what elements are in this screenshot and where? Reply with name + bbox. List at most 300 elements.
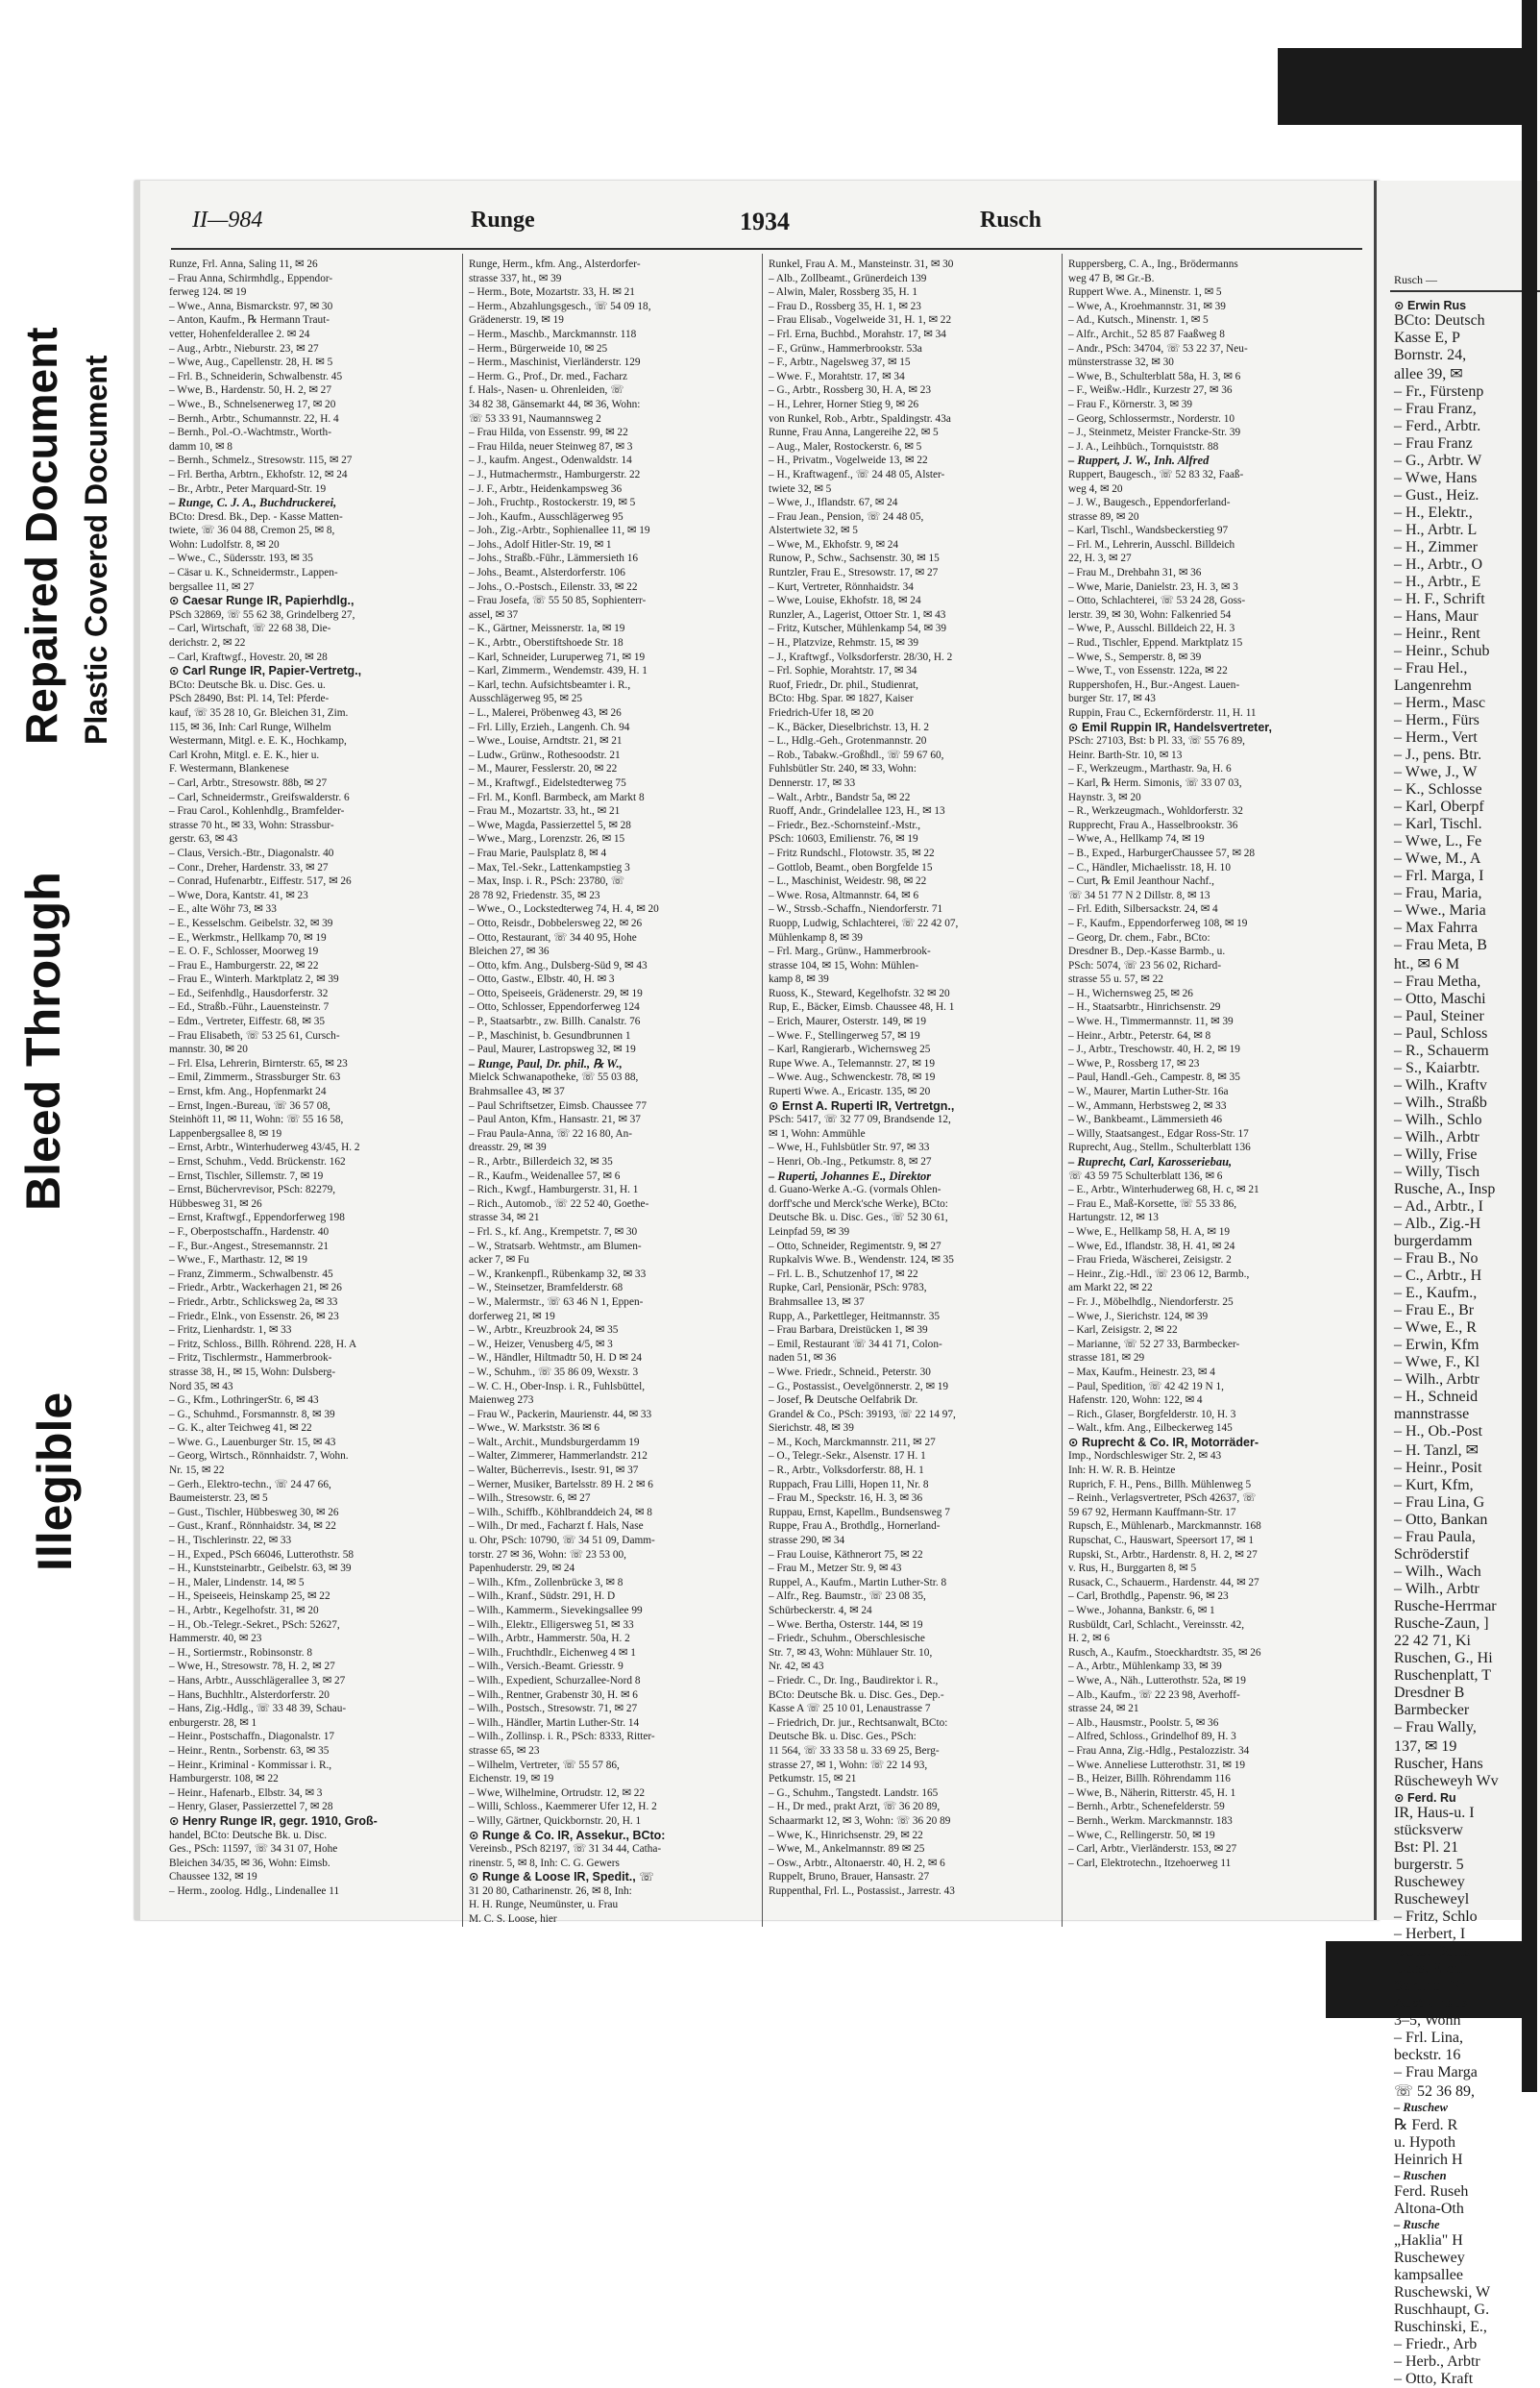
directory-entry: – Wwe, H., Fuhlsbütler Str. 97, ✉ 33 xyxy=(769,1142,930,1154)
directory-entry: – Willy, Staatsangest., Edgar Ross-Str. 17 xyxy=(1068,1127,1249,1140)
adjacent-page-entry: Ruschewey xyxy=(1394,1874,1465,1890)
directory-entry: – Frl. Edith, Silbersackstr. 24, ✉ 4 xyxy=(1068,903,1218,916)
directory-entry: ⊙ Runge & Co. IR, Assekur., BCto: xyxy=(469,1828,666,1842)
directory-entry: Ruppert, Baugesch., ☏ 52 83 32, Faaß- xyxy=(1068,468,1244,480)
adjacent-page-entry: – H., Arbtr., O xyxy=(1394,556,1482,573)
directory-entry: – Wwe, P., Rossberg 17, ✉ 23 xyxy=(1068,1057,1200,1070)
adjacent-page-entry: – Ruschew xyxy=(1394,2101,1448,2114)
adjacent-page-entry: – Frau Meta, B xyxy=(1394,937,1487,953)
directory-entry: – J., Steinmetz, Meister Francke-Str. 39 xyxy=(1068,427,1241,439)
adjacent-page-entry: – Max Fahrra xyxy=(1394,920,1479,936)
directory-entry: – Aug., Maler, Rostockerstr. 6, ✉ 5 xyxy=(769,440,922,453)
directory-entry: weg 47 B, ✉ Gr.-B. xyxy=(1068,272,1155,284)
adjacent-page-entry: – Fritz, Schlo xyxy=(1394,1908,1478,1925)
adjacent-page-entry: Rusche-Zaun, ] xyxy=(1394,1615,1489,1632)
directory-entry: Lappenbergsallee 8, ✉ 19 xyxy=(169,1127,282,1140)
adjacent-page-entry: burgerstr. 5 xyxy=(1394,1857,1464,1873)
adjacent-page-entry: – Otto, Bankan xyxy=(1394,1512,1488,1528)
directory-entry: – Herm., Maschb., Marckmannstr. 118 xyxy=(469,328,637,340)
directory-entry: – Otto, Restaurant, ☏ 34 40 95, Hohe xyxy=(469,931,637,944)
directory-entry: – Karl, Schneider, Luruperweg 71, ✉ 19 xyxy=(469,651,646,663)
header-rule xyxy=(171,248,1362,250)
directory-entry: – O., Telegr.-Sekr., Alsenstr. 17 H. 1 xyxy=(769,1450,926,1463)
directory-entry: Rupski, St., Arbtr., Hardenstr. 8, H. 2, ✉ 27 xyxy=(1068,1548,1258,1561)
directory-entry: – F., Oberpostschaffn., Hardenstr. 40 xyxy=(169,1225,330,1238)
directory-entry: 59 67 92, Hermann Kauffmann-Str. 17 xyxy=(1068,1506,1236,1518)
illegible-label: Illegible xyxy=(28,1391,82,1571)
adjacent-page-entry: Ferd. Ruseh xyxy=(1394,2183,1469,2200)
directory-entry: Runzler, A., Lagerist, Ottoer Str. 1, ✉ 43 xyxy=(769,608,946,621)
directory-entry: – Wilh., Expedient, Schurzallee-Nord 8 xyxy=(469,1674,641,1686)
directory-entry: Kasse A ☏ 25 10 01, Lenaustrasse 7 xyxy=(769,1703,931,1715)
adjacent-header-rule xyxy=(1390,290,1540,292)
directory-entry: – W., Arbtr., Kreuzbrook 24, ✉ 35 xyxy=(469,1324,619,1337)
directory-entry: 31 20 80, Catharinenstr. 26, ✉ 8, Inh: xyxy=(469,1884,632,1897)
directory-entry: – Frau Josefa, ☏ 55 50 85, Sophienterr- xyxy=(469,595,647,607)
adjacent-page-entry: Altona-Oth xyxy=(1394,2201,1464,2217)
directory-entry: – Fritz, Lienhardstr. 1, ✉ 33 xyxy=(169,1324,292,1337)
directory-entry: – Rich., Automob., ☏ 22 52 40, Goethe- xyxy=(469,1197,649,1210)
directory-entry: – Wwe., Marg., Lorenzstr. 26, ✉ 15 xyxy=(469,833,625,846)
directory-entry: – G., Arbtr., Rossberg 30, H. A, ✉ 23 xyxy=(769,384,931,397)
directory-entry: – P., Maschinist, b. Gesundbrunnen 1 xyxy=(469,1029,631,1042)
directory-entry: – Frau D., Rossberg 35, H. 1, ✉ 23 xyxy=(769,300,921,312)
bleed-through-label: Bleed Through xyxy=(16,872,70,1211)
directory-entry: assel, ✉ 37 xyxy=(469,608,519,621)
directory-entry: Hartungstr. 12, ✉ 13 xyxy=(1068,1212,1159,1224)
directory-entry: – Wwe, M., Ekhofstr. 9, ✉ 24 xyxy=(769,538,899,551)
adjacent-page-entry: – Wilh., Arbtr xyxy=(1394,1129,1479,1145)
directory-entry: – E., Kesselschm. Geibelstr. 32, ✉ 39 xyxy=(169,917,333,929)
adjacent-page-entry: Rusche-Herrmar xyxy=(1394,1598,1497,1614)
directory-entry: – W., Maurer, Martin Luther-Str. 16a xyxy=(1068,1086,1229,1098)
directory-entry: – Max, Kaufm., Heinestr. 23, ✉ 4 xyxy=(1068,1366,1215,1378)
directory-entry: – Alfr., Reg. Baumstr., ☏ 23 08 35, xyxy=(769,1590,926,1603)
directory-entry: – H., Privatm., Vogelweide 13, ✉ 22 xyxy=(769,455,928,467)
directory-entry: – Frau E., Winterh. Marktplatz 2, ✉ 39 xyxy=(169,973,339,986)
adjacent-page-entry: ⊙ Erwin Rus xyxy=(1394,299,1467,312)
directory-entry: – Wwe, C., Rellingerstr. 50, ✉ 19 xyxy=(1068,1829,1215,1841)
adjacent-page-entry: – Frl. Lina, xyxy=(1394,2030,1463,2046)
adjacent-page-entry: – Willy, Frise xyxy=(1394,1146,1478,1163)
directory-entry: H. 2, ✉ 6 xyxy=(1068,1633,1111,1645)
adjacent-page-entry: – H., Ob.-Post xyxy=(1394,1423,1483,1440)
page-header xyxy=(163,196,1362,248)
directory-entry: – Runge, Paul, Dr. phil., ℞ W., xyxy=(469,1056,623,1071)
scan-black-bar-top xyxy=(1278,48,1537,125)
adjacent-page-entry: ℞ Ferd. R xyxy=(1394,2117,1458,2133)
directory-entry: Ruppach, Frau Lilli, Hopen 11, Nr. 8 xyxy=(769,1478,929,1490)
directory-entry: – Wwe., B., Schnelsenerweg 17, ✉ 20 xyxy=(169,398,336,410)
directory-entry: Hammerstr. 40, ✉ 23 xyxy=(169,1633,262,1645)
adjacent-page-entry: – Wilh., Arbtr xyxy=(1394,1581,1479,1597)
directory-entry: – H., Dr med., prakt Arzt, ☏ 36 20 89, xyxy=(769,1801,941,1813)
adjacent-page-entry: – Paul, Schloss xyxy=(1394,1025,1488,1042)
directory-entry: – Reinh., Verlagsvertreter, PSch 42637, ☏ xyxy=(1068,1492,1257,1505)
directory-entry: – Hans, Zig.-Hdlg., ☏ 33 48 39, Schau- xyxy=(169,1703,347,1715)
directory-entry: – Anton, Kaufm., ℞ Hermann Traut- xyxy=(169,314,330,327)
directory-entry: – F., Arbtr., Nagelsweg 37, ✉ 15 xyxy=(769,357,911,369)
header-last-name: Rusch xyxy=(980,208,1042,233)
adjacent-page-entry: – E., Kaufm., xyxy=(1394,1285,1478,1301)
directory-entry: ✉ 1, Wohn: Ammühle xyxy=(769,1127,866,1140)
directory-entry: mannstr. 30, ✉ 20 xyxy=(169,1044,248,1056)
directory-entry: – F., Werkzeugm., Marthastr. 9a, H. 6 xyxy=(1068,763,1232,775)
adjacent-page-entry: – Friedr., Arb xyxy=(1394,2336,1478,2352)
directory-entry: – L., Malerei, Pröbenweg 43, ✉ 26 xyxy=(469,707,622,719)
directory-entry: Hübbesweg 31, ✉ 26 xyxy=(169,1197,262,1210)
directory-entry: PSch: 10603, Emilienstr. 76, ✉ 19 xyxy=(769,833,918,846)
adjacent-page-entries xyxy=(1394,298,1540,2388)
directory-entry: – Ed., Straßb.-Führ., Lauensteinstr. 7 xyxy=(169,1001,330,1014)
directory-entry: – Gust., Tischler, Hübbesweg 30, ✉ 26 xyxy=(169,1506,339,1518)
directory-entry: – H., Maler, Lindenstr. 14, ✉ 5 xyxy=(169,1576,305,1588)
adjacent-page-entry: – Herm., Fürs xyxy=(1394,712,1479,728)
adjacent-page-entry: BCto: Deutsch xyxy=(1394,312,1485,329)
directory-entry: kauf, ☏ 35 28 10, Gr. Bleichen 31, Zim. xyxy=(169,707,349,719)
directory-entry: PSch: 5417, ☏ 32 77 09, Brandsende 12, xyxy=(769,1114,951,1126)
adjacent-page-entry: – Wwe, L., Fe xyxy=(1394,833,1482,849)
directory-entry: strasse 24, ✉ 21 xyxy=(1068,1703,1139,1715)
directory-entry: – Frau Barbara, Dreistücken 1, ✉ 39 xyxy=(769,1324,928,1337)
directory-entry: – Andr., PSch: 34704, ☏ 53 22 37, Neu- xyxy=(1068,342,1248,355)
directory-entry: – Cäsar u. K., Schneidermstr., Lappen- xyxy=(169,567,338,579)
directory-entry: – Frau Jean., Pension, ☏ 24 48 05, xyxy=(769,510,924,523)
directory-entry: – Wwe, Marie, Danielstr. 23, H. 3, ✉ 3 xyxy=(1068,580,1238,593)
directory-entry: burger Str. 17, ✉ 43 xyxy=(1068,693,1156,705)
directory-entry: – J. A., Leihbüch., Tornquiststr. 88 xyxy=(1068,440,1219,453)
directory-entry: Nr. 15, ✉ 22 xyxy=(169,1465,225,1477)
adjacent-page-entry: Ruschewey xyxy=(1394,2250,1465,2266)
directory-entry: – Gottlob, Beamt., oben Borgfelde 15 xyxy=(769,861,933,874)
directory-entry: – P., Staatsarbtr., zw. Billh. Canalstr. 76 xyxy=(469,1016,641,1028)
adjacent-page-entry: – Alb., Zig.-H xyxy=(1394,1216,1481,1232)
directory-entry: – Frau Anna, Schirmhdlg., Eppendor- xyxy=(169,272,333,284)
adjacent-page-entry: – Karl, Tischl. xyxy=(1394,816,1482,832)
adjacent-page-entry: – Heinr., Posit xyxy=(1394,1460,1482,1476)
directory-entry: – Wwe. G., Lauenburger Str. 15, ✉ 43 xyxy=(169,1436,336,1448)
directory-entry: strasse 65, ✉ 23 xyxy=(469,1744,540,1757)
directory-entry: Rupke, Carl, Pensionär, PSch: 9783, xyxy=(769,1282,927,1294)
directory-columns xyxy=(163,254,1362,1926)
directory-entry: – Ernst, kfm. Ang., Hopfenmarkt 24 xyxy=(169,1086,327,1098)
directory-entry: Runkel, Frau A. M., Mansteinstr. 31, ✉ 30 xyxy=(769,258,954,270)
directory-entry: Schürbeckerstr. 4, ✉ 24 xyxy=(769,1605,872,1616)
directory-entry: – Runge, C. J. A., Buchdruckerei, xyxy=(169,496,337,510)
directory-entry: – G., Schuhm., Tangstedt. Landstr. 165 xyxy=(769,1786,939,1799)
directory-entry: Nord 35, ✉ 43 xyxy=(169,1380,233,1392)
directory-entry: – Ernst, Arbtr., Winterhuderweg 43/45, H. 2 xyxy=(169,1142,360,1154)
directory-entry: Westermann, Mitgl. e. E. K., Hochkamp, xyxy=(169,735,347,748)
adjacent-page-entry: – Frau Franz xyxy=(1394,435,1473,452)
directory-entry: f. Hals-, Nasen- u. Ohrenleiden, ☏ xyxy=(469,384,624,397)
directory-entry: Dresdner B., Dep.-Kasse Barmb., u. xyxy=(1068,946,1226,958)
directory-entry: – Wilh., Arbtr., Hammerstr. 50a, H. 2 xyxy=(469,1633,630,1645)
directory-entry: – W., Ammann, Herbstsweg 2, ✉ 33 xyxy=(1068,1099,1227,1112)
directory-entry: strasse 38, H., ✉ 15, Wohn: Dulsberg- xyxy=(169,1366,336,1378)
directory-entry: – Franz, Zimmerm., Schwalbenstr. 45 xyxy=(169,1268,333,1280)
directory-entry: – Otto, Speiseeis, Grädenerstr. 29, ✉ 19 xyxy=(469,987,643,999)
adjacent-page-entry: – Wwe, E., R xyxy=(1394,1319,1477,1336)
directory-entry: – Wilh., Dr med., Facharzt f. Hals, Nase xyxy=(469,1520,644,1533)
directory-entry: Rupschat, C., Hauswart, Speersort 17, ✉ 1 xyxy=(1068,1535,1255,1547)
directory-entry: Deutsche Bk. u. Disc. Ges., PSch: xyxy=(769,1731,917,1743)
directory-entry: ⊙ Emil Ruppin IR, Handelsvertreter, xyxy=(1068,720,1272,734)
directory-entry: ⊙ Henry Runge IR, gegr. 1910, Groß- xyxy=(169,1813,378,1828)
directory-entry: – Friedrich, Dr. jur., Rechtsanwalt, BCto: xyxy=(769,1716,948,1729)
adjacent-page-entry: – Otto, Maschi xyxy=(1394,991,1486,1007)
directory-entry: – Wwe, H., Stresowstr. 78, H. 2, ✉ 27 xyxy=(169,1661,335,1673)
directory-entry: – B., Heizer, Billh. Röhrendamm 116 xyxy=(1068,1773,1231,1785)
directory-entry: Hamburgerstr. 108, ✉ 22 xyxy=(169,1773,279,1785)
directory-entry: Brahmsallee 13, ✉ 37 xyxy=(769,1295,865,1308)
adjacent-page-entry: – Herb., Arbtr xyxy=(1394,2353,1480,2370)
directory-entry: – Heinr., Kriminal - Kommissar i. R., xyxy=(169,1759,332,1771)
directory-entry: dreasstr. 29, ✉ 39 xyxy=(469,1142,547,1154)
directory-entry: – Wilh., Rentner, Grabenstr 30, H. ✉ 6 xyxy=(469,1688,638,1701)
adjacent-page-entry: – Herm., Vert xyxy=(1394,729,1478,746)
directory-entry: Inh: H. W. R. B. Heintze xyxy=(1068,1465,1176,1477)
directory-entry: – Henry, Glaser, Passierzettel 7, ✉ 28 xyxy=(169,1801,333,1813)
adjacent-page-entry: Dresdner B xyxy=(1394,1685,1465,1701)
directory-entry: ⊙ Ernst A. Ruperti IR, Vertretgn., xyxy=(769,1098,955,1113)
directory-entry: – Frl. Marg., Grünw., Hammerbrook- xyxy=(769,946,931,958)
directory-entry: – Wilh., Fruchthdlr., Eichenweg 4 ✉ 1 xyxy=(469,1646,636,1659)
directory-entry: – Frau Frieda, Wäscherei, Zeisigstr. 2 xyxy=(1068,1254,1232,1267)
adjacent-page-entry: Bornstr. 24, xyxy=(1394,347,1467,363)
directory-entry: – Fritz, Kutscher, Mühlenkamp 54, ✉ 39 xyxy=(769,623,947,635)
directory-entry: – Wwe., Louise, Arndtstr. 21, ✉ 21 xyxy=(469,735,623,748)
adjacent-page-entry: – Ad., Arbtr., I xyxy=(1394,1198,1483,1215)
directory-entry: Grandel & Co., PSch: 39193, ☏ 22 14 97, xyxy=(769,1408,956,1420)
adjacent-page-entry: – Wilh., Kraftv xyxy=(1394,1077,1487,1094)
directory-entry: – Georg, Schlossermstr., Norderstr. 10 xyxy=(1068,412,1234,425)
directory-entry: – Ludw., Grünw., Rothesoodstr. 21 xyxy=(469,749,621,761)
directory-entry: strasse 89, ✉ 20 xyxy=(1068,510,1139,523)
directory-entry: – Paul, Handl.-Geh., Campestr. 8, ✉ 35 xyxy=(1068,1071,1240,1084)
directory-entry: enburgerstr. 28, ✉ 1 xyxy=(169,1716,257,1729)
directory-entry: – Karl, ℞ Herm. Simonis, ☏ 33 07 03, xyxy=(1068,776,1242,789)
directory-entry: – Frl. Bertha, Arbtrn., Ekhofstr. 12, ✉ 24 xyxy=(169,468,348,480)
directory-entry: PSch: 5074, ☏ 23 56 02, Richard- xyxy=(1068,959,1222,972)
adjacent-page-entry: Bst: Pl. 21 xyxy=(1394,1839,1459,1856)
directory-entry: dorff'sche und Merck'sche Werke), BCto: xyxy=(769,1197,948,1210)
directory-entry: – Wwe. F., Morahtstr. 17, ✉ 34 xyxy=(769,370,905,382)
directory-entry: – Erich, Maurer, Osterstr. 149, ✉ 19 xyxy=(769,1016,926,1028)
directory-entry: Carl Krohn, Mitgl. e. E. K., hier u. xyxy=(169,749,320,761)
directory-entry: 28 78 92, Friedenstr. 35, ✉ 23 xyxy=(469,889,600,901)
directory-entry: Baumeisterstr. 23, ✉ 5 xyxy=(169,1492,268,1505)
directory-entry: – H., Speiseeis, Heinskamp 25, ✉ 22 xyxy=(169,1590,330,1603)
directory-entry: Bleichen 27, ✉ 36 xyxy=(469,946,550,958)
adjacent-page-entry: Barmbecker xyxy=(1394,1702,1470,1718)
directory-entry: Ruppenthal, Frl. L., Postassist., Jarrestr. 43 xyxy=(769,1884,955,1897)
directory-entry: – Heinr., Postschaffn., Diagonalstr. 17 xyxy=(169,1731,335,1743)
directory-entry: Runtzler, Frau E., Stresowstr. 17, ✉ 27 xyxy=(769,567,939,579)
directory-entry: 11 564, ☏ 33 33 58 u. 33 69 25, Berg- xyxy=(769,1744,940,1757)
directory-entry: – Frau Anna, Zig.-Hdlg., Pestalozzistr. 34 xyxy=(1068,1744,1250,1757)
plastic-covered-label: Plastic Covered Document xyxy=(79,355,113,745)
directory-entry: Nr. 42, ✉ 43 xyxy=(769,1661,824,1673)
directory-entry: – Wwe, Ed., Iflandstr. 38, H. 41, ✉ 24 xyxy=(1068,1240,1235,1252)
adjacent-page-entry: 22 42 71, Ki xyxy=(1394,1633,1471,1649)
directory-entry: Heinr. Barth-Str. 10, ✉ 13 xyxy=(1068,749,1183,761)
directory-entry: – Bernh., Arbtr., Schenefelderstr. 59 xyxy=(1068,1801,1225,1813)
adjacent-page-entry: – Wilh., Straßb xyxy=(1394,1095,1487,1111)
adjacent-page-entry: – Willy, Tisch xyxy=(1394,1164,1480,1180)
directory-entry: 115, ✉ 36, Inh: Carl Runge, Wilhelm xyxy=(169,721,331,733)
adjacent-page-entry: – K., Schlosse xyxy=(1394,781,1482,798)
directory-entry: Dennerstr. 17, ✉ 33 xyxy=(769,776,856,789)
directory-entry: – Ernst, Ingen.-Bureau, ☏ 36 57 08, xyxy=(169,1099,330,1112)
directory-entry: – Georg, Dr. chem., Fabr., BCto: xyxy=(1068,931,1210,944)
adjacent-page-entry: Australhaus xyxy=(1394,1995,1468,2011)
directory-entry: – Paul Schriftsetzer, Eimsb. Chaussee 77 xyxy=(469,1099,647,1112)
directory-entry: – Johs., Beamt., Alsterdorferstr. 106 xyxy=(469,567,625,579)
directory-entry: – Heinr., Zig.-Hdl., ☏ 23 06 12, Barmb., xyxy=(1068,1268,1250,1280)
directory-entry: – Carl, Kraftwgf., Hovestr. 20, ✉ 28 xyxy=(169,651,328,663)
directory-entry: Rupp, A., Parkettleger, Heitmannstr. 35 xyxy=(769,1310,941,1322)
directory-entry: – Wwe., Anna, Bismarckstr. 97, ✉ 30 xyxy=(169,300,333,312)
directory-entry: ⊙ Caesar Runge IR, Papierhdlg., xyxy=(169,594,354,608)
directory-entry: – Frau Carol., Kohlenhdlg., Bramfelder- xyxy=(169,805,345,818)
directory-entry: Leinpfad 59, ✉ 39 xyxy=(769,1225,850,1238)
adjacent-page-entry: allee 39, ✉ xyxy=(1394,366,1463,382)
directory-entry: – H., Platzvize, Rehmstr. 15, ✉ 39 xyxy=(769,637,918,650)
directory-entry: – Friedr., Schuhm., Oberschlesische xyxy=(769,1633,925,1645)
directory-entry: – W., Stratsarb. Wehtmstr., am Blumen- xyxy=(469,1240,642,1252)
directory-entry: – Rich., Kwgf., Hamburgerstr. 31, H. 1 xyxy=(469,1184,639,1196)
directory-entry: – Alfred, Schloss., Grindelhof 89, H. 3 xyxy=(1068,1731,1236,1743)
directory-entry: – Frl. Sophie, Morahtstr. 17, ✉ 34 xyxy=(769,665,917,677)
directory-entry: – Frl. L. B., Schutzenhof 17, ✉ 22 xyxy=(769,1268,918,1280)
directory-entry: – W. C. H., Ober-Insp. i. R., Fuhlsbüttel, xyxy=(469,1380,646,1392)
directory-entry: – Wwe, Wilhelmine, Ortrudstr. 12, ✉ 22 xyxy=(469,1786,646,1799)
directory-entry: – W., Krankenpfl., Rübenkamp 32, ✉ 33 xyxy=(469,1268,647,1280)
directory-entry: Rupkalvis Wwe. B., Wendenstr. 124, ✉ 35 xyxy=(769,1254,954,1267)
directory-entry: – Frau W., Packerin, Maurienstr. 44, ✉ 33 xyxy=(469,1408,652,1420)
directory-entry: – Frau E., Maß-Korsette, ☏ 55 33 86, xyxy=(1068,1197,1237,1210)
directory-entry: – Wilh., Kammerm., Sievekingsallee 99 xyxy=(469,1605,643,1616)
directory-entry: – Rud., Tischler, Eppend. Marktplatz 15 xyxy=(1068,637,1243,650)
directory-entry: – Karl, Zimmerm., Wendemstr. 439, H. 1 xyxy=(469,665,648,677)
directory-entry: – E., alte Wöhr 73, ✉ 33 xyxy=(169,903,277,916)
directory-entry: lerstr. 39, ✉ 30, Wohn: Falkenried 54 xyxy=(1068,608,1232,621)
directory-entry: – Rob., Tabakw.-Großhdl., ☏ 59 67 60, xyxy=(769,749,944,761)
directory-entry: – Emil, Zimmerm., Strassburger Str. 63 xyxy=(169,1071,341,1084)
directory-entry: twiete, ☏ 36 04 88, Cremon 25, ✉ 8, xyxy=(169,525,335,537)
directory-entry: – Osw., Arbtr., Altonaerstr. 40, H. 2, ✉ 6 xyxy=(769,1857,945,1869)
directory-entry: gerstr. 63, ✉ 43 xyxy=(169,833,238,846)
directory-entry: F. Westermann, Blankenese xyxy=(169,763,289,775)
directory-entry: Ruppersberg, C. A., Ing., Brödermanns xyxy=(1068,258,1238,270)
scan-black-bar-right xyxy=(1522,0,1537,2092)
directory-column-3 xyxy=(763,254,1063,1927)
directory-entry: – Wwe, J., Iflandstr. 67, ✉ 24 xyxy=(769,497,898,509)
directory-entry: – Frl. S., kf. Ang., Krempetstr. 7, ✉ 30 xyxy=(469,1225,638,1238)
directory-entry: Rusbüldt, Carl, Schlacht., Vereinsstr. 42, xyxy=(1068,1618,1245,1631)
directory-entry: – Wwe, A., Näh., Lutterothstr. 52a, ✉ 19 xyxy=(1068,1674,1246,1686)
directory-entry: – Frl. M., Konfl. Barmbeck, am Markt 8 xyxy=(469,791,645,803)
adjacent-page-entry: – Heinr., Schub xyxy=(1394,643,1490,659)
directory-entry: – Claus, Versich.-Btr., Diagonalstr. 40 xyxy=(169,847,334,859)
adjacent-page-entry: – C., Arbtr., H xyxy=(1394,1268,1482,1284)
directory-entry: strasse 181, ✉ 29 xyxy=(1068,1352,1145,1365)
adjacent-page-entry: – Frau E., Br xyxy=(1394,1302,1475,1318)
directory-entry: – R., Werkzeugmach., Wohldorferstr. 32 xyxy=(1068,805,1243,818)
directory-entry: twiete 32, ✉ 5 xyxy=(769,482,832,495)
adjacent-page-entry: – Frau Wally, xyxy=(1394,1719,1477,1736)
directory-page xyxy=(134,181,1380,1926)
directory-entry: ferweg 124. ✉ 19 xyxy=(169,286,247,299)
adjacent-page-entry: – Ferd., Arbtr. xyxy=(1394,418,1481,434)
directory-entry: strasse 290, ✉ 34 xyxy=(769,1535,845,1547)
directory-entry: – Herm., Abzahlungsgesch., ☏ 54 09 18, xyxy=(469,300,651,312)
directory-entry: – Heinr., Arbtr., Peterstr. 64, ✉ 8 xyxy=(1068,1029,1211,1042)
directory-entry: – Otto, Schneider, Regimentstr. 9, ✉ 27 xyxy=(769,1240,941,1252)
directory-entry: – Wilhelm, Vertreter, ☏ 55 57 86, xyxy=(469,1759,620,1771)
directory-entry: Eichenstr. 19, ✉ 19 xyxy=(469,1773,554,1785)
directory-entry: damm 10, ✉ 8 xyxy=(169,440,232,453)
directory-entry: – Paul, Maurer, Lastropsweg 32, ✉ 19 xyxy=(469,1044,636,1056)
directory-entry: – Johs., O.-Postsch., Eilenstr. 33, ✉ 22 xyxy=(469,580,638,593)
directory-entry: Grädenerstr. 19, ✉ 19 xyxy=(469,314,564,327)
page-content xyxy=(163,196,1362,1926)
adjacent-page-entry: – Wilh., Schlo xyxy=(1394,1112,1482,1128)
directory-entry: ☏ 43 59 75 Schulterblatt 136, ✉ 6 xyxy=(1068,1169,1223,1182)
directory-entry: – Henri, Ob.-Ing., Petkumstr. 8, ✉ 27 xyxy=(769,1156,932,1168)
directory-entry: weg 4, ✉ 20 xyxy=(1068,482,1123,495)
adjacent-page-entry: – Frau Franz, xyxy=(1394,401,1477,417)
directory-entry: – Frau Hilda, von Essenstr. 99, ✉ 22 xyxy=(469,427,628,439)
adjacent-page-entry: Dees. Eichl xyxy=(1394,1960,1465,1977)
directory-entry: – Joh., Kaufm., Ausschlägerweg 95 xyxy=(469,510,623,523)
adjacent-page-entry: – Wilh., Arbtr xyxy=(1394,1371,1479,1388)
directory-entry: Mühlenkamp 8, ✉ 39 xyxy=(769,931,863,944)
adjacent-page-entry: mannstrasse xyxy=(1394,1406,1470,1422)
directory-entry: dorferweg 21, ✉ 19 xyxy=(469,1310,555,1322)
directory-entry: – Friedr. C., Dr. Ing., Baudirektor i. R., xyxy=(769,1674,939,1686)
adjacent-page-entry: – H., Zimmer xyxy=(1394,539,1479,555)
adjacent-page-entry: BCto: Deuts xyxy=(1394,1943,1471,1959)
directory-entry: – Herm., Bürgerweide 10, ✉ 25 xyxy=(469,342,608,355)
directory-entry: – E., Arbtr., Winterhuderweg 68, H. c, ✉ 21 xyxy=(1068,1184,1259,1196)
directory-entry: – Wilh., Stresowstr. 6, ✉ 27 xyxy=(469,1492,591,1505)
directory-entry: u. Ohr, PSch: 10790, ☏ 34 51 09, Damm- xyxy=(469,1535,655,1547)
directory-entry: strasse 70 ht., ✉ 33, Wohn: Strassbur- xyxy=(169,819,334,831)
directory-entry: Schaarmarkt 12, ✉ 3, Wohn: ☏ 36 20 89 xyxy=(769,1814,951,1827)
directory-entry: – Ruprecht, Carl, Karosseriebau, xyxy=(1068,1155,1233,1169)
adjacent-page-header: Rusch — xyxy=(1394,273,1437,286)
directory-entry: – Wwe., O., Lockstedterweg 74, H. 4, ✉ 20 xyxy=(469,903,659,916)
directory-entry: Rupsch, E., Mühlenarb., Marckmannstr. 168 xyxy=(1068,1520,1261,1533)
directory-entry: – Friedr., Bez.-Schornsteinf.-Mstr., xyxy=(769,819,921,831)
directory-entry: – Wwe, S., Semperstr. 8, ✉ 39 xyxy=(1068,651,1202,663)
directory-entry: – H., Tischlerinstr. 22, ✉ 33 xyxy=(169,1535,292,1547)
adjacent-page-entry: Heinrich H xyxy=(1394,2152,1463,2168)
directory-entry: – Karl, Rangierarb., Wichernsweg 25 xyxy=(769,1044,931,1056)
directory-entry: – Wwe, A., Kroehmannstr. 31, ✉ 39 xyxy=(1068,300,1226,312)
repaired-document-label: Repaired Document xyxy=(16,327,66,745)
directory-entry: – Walt., Arbtr., Bandstr 5a, ✉ 22 xyxy=(769,791,911,803)
directory-entry: – W., Heizer, Venusberg 4/5, ✉ 3 xyxy=(469,1338,613,1350)
adjacent-page-entry: – G., Arbtr. W xyxy=(1394,453,1482,469)
directory-entry: – Ernst, Büchervrevisor, PSch: 82279, xyxy=(169,1184,336,1196)
directory-entry: d. Guano-Werke A.-G. (vormals Ohlen- xyxy=(769,1184,941,1196)
directory-entry: – J. W., Baugesch., Eppendorferland- xyxy=(1068,497,1231,509)
directory-entry: – Carl, Brothdlg., Papenstr. 96, ✉ 23 xyxy=(1068,1590,1229,1603)
directory-entry: Wohn: Ludolfstr. 8, ✉ 20 xyxy=(169,538,280,551)
